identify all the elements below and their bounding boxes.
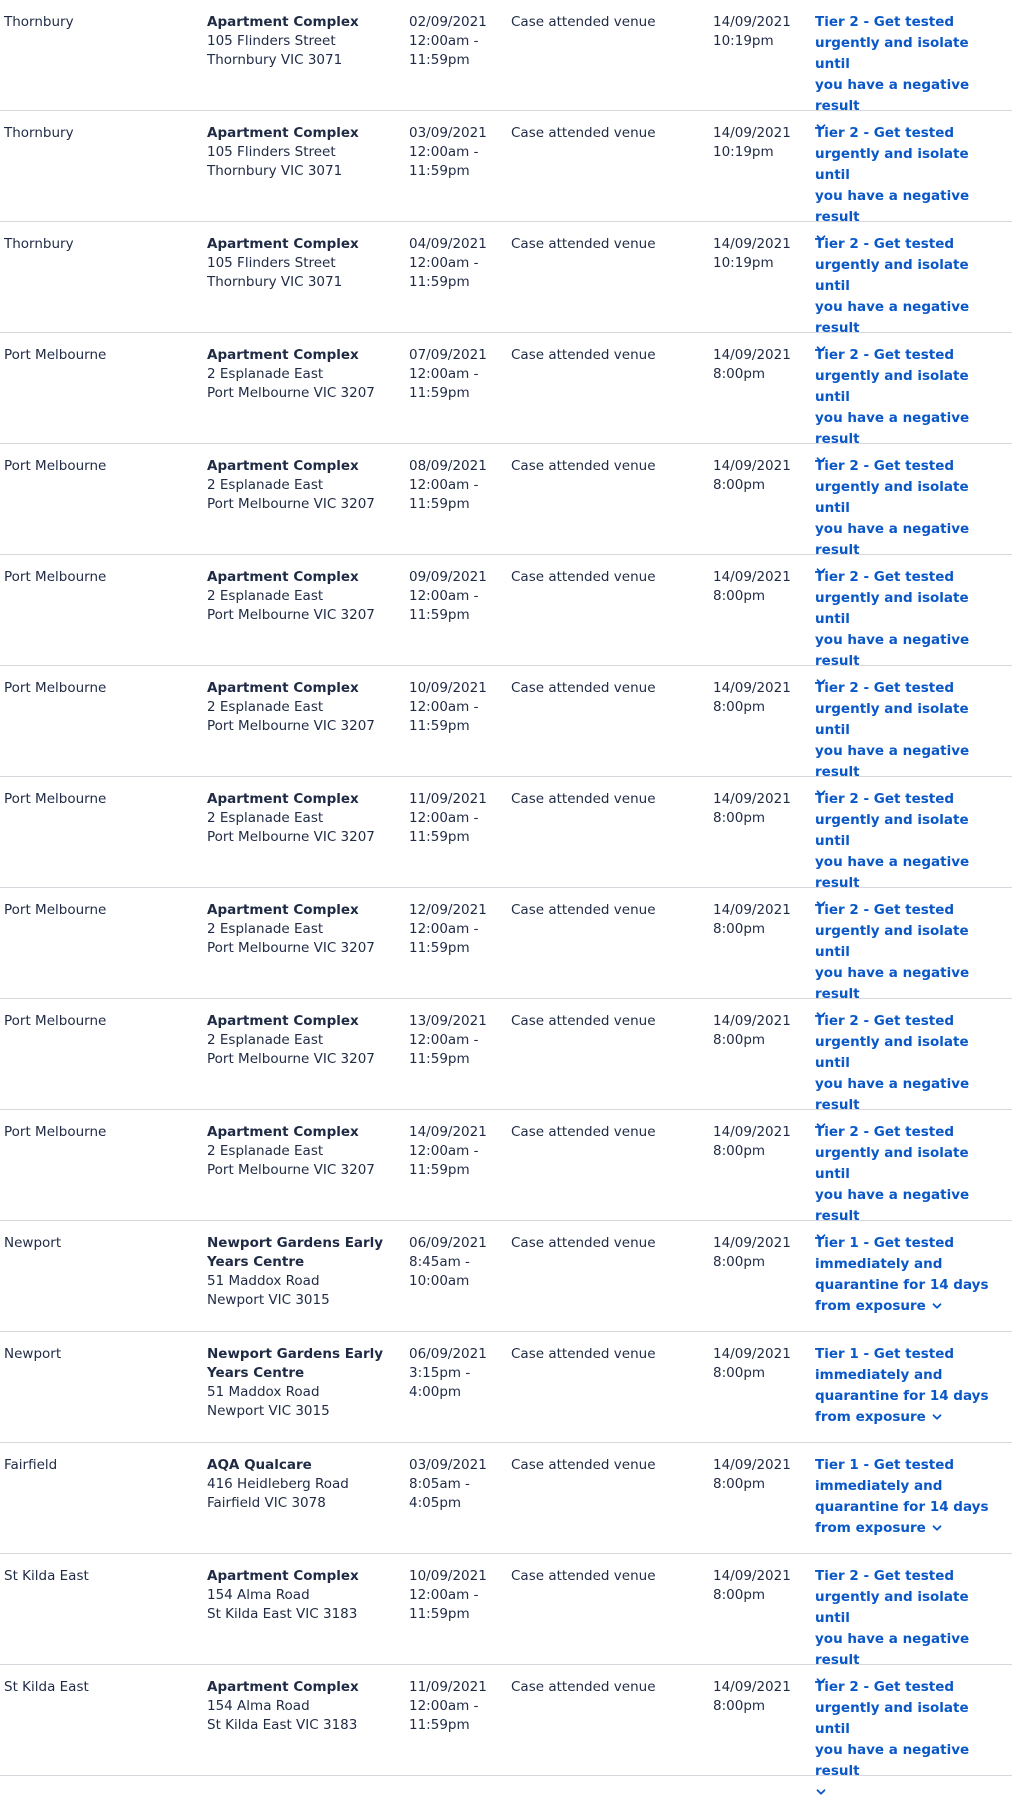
exposure-date: 12/09/2021 [409,902,487,918]
site-address-line: 51 Maddox Road [207,1384,320,1400]
action-line: Tier 2 - Get tested [815,1124,955,1140]
added-time-cell [713,1678,809,1716]
action-line: you have a negative result [815,743,970,780]
site-name: Apartment Complex [207,458,359,474]
action-line: urgently and isolate until [815,368,969,405]
site-cell [207,1345,407,1421]
added-time-cell [713,1456,809,1494]
exposure-date: 11/09/2021 [409,791,487,807]
exposure-time-line: 12:00am - [409,921,479,937]
site-address-line: Port Melbourne VIC 3207 [207,1051,375,1067]
suburb-cell: Fairfield [4,1457,58,1473]
site-cell [207,1567,407,1624]
table-row [0,1110,1012,1224]
exposure-date: 06/09/2021 [409,1346,487,1362]
action-line: Tier 2 - Get tested [815,14,955,30]
site-address-line: 2 Esplanade East [207,477,324,493]
site-cell [207,901,407,958]
action-line: you have a negative result [815,632,970,669]
added-time-cell [713,1234,809,1272]
added-date: 14/09/2021 [713,1568,791,1584]
added-time-cell [713,13,809,51]
added-date: 14/09/2021 [713,1679,791,1695]
action-line: quarantine for 14 days [815,1499,989,1515]
site-cell [207,235,407,292]
action-line: Tier 2 - Get tested [815,125,955,141]
action-line: you have a negative result [815,410,970,447]
site-address-line: 105 Flinders Street [207,33,336,49]
exposure-date: 14/09/2021 [409,1124,487,1140]
site-cell [207,568,407,625]
exposure-date: 10/09/2021 [409,680,487,696]
suburb-cell: Port Melbourne [4,902,107,918]
exposure-date: 06/09/2021 [409,1235,487,1251]
action-line: Tier 2 - Get tested [815,1013,955,1029]
action-line: urgently and isolate until [815,479,969,516]
exposure-date: 07/09/2021 [409,347,487,363]
site-address-line: Port Melbourne VIC 3207 [207,829,375,845]
table-row [0,666,1012,780]
added-time: 10:19pm [713,255,774,271]
table-row [0,444,1012,558]
site-cell [207,457,407,514]
site-name: Apartment Complex [207,791,359,807]
exposure-time-line: 12:00am - [409,477,479,493]
table-row [0,1332,1012,1443]
added-time-cell [713,124,809,162]
exposure-time-line: 11:59pm [409,1717,470,1733]
exposure-time-line: 12:00am - [409,1698,479,1714]
site-address-line: Port Melbourne VIC 3207 [207,607,375,623]
added-time: 10:19pm [713,144,774,160]
action-line: urgently and isolate until [815,35,969,72]
exposure-date: 11/09/2021 [409,1679,487,1695]
site-address-line: 2 Esplanade East [207,366,324,382]
added-date: 14/09/2021 [713,1457,791,1473]
suburb-cell: Port Melbourne [4,791,107,807]
suburb-cell: Thornbury [4,14,74,30]
notes-cell: Case attended venue [511,1457,656,1473]
added-time-cell [713,679,809,717]
notes-cell: Case attended venue [511,1679,656,1695]
added-time: 8:00pm [713,1587,766,1603]
added-date: 14/09/2021 [713,680,791,696]
added-time: 8:00pm [713,1476,766,1492]
site-cell [207,1123,407,1180]
added-time: 8:00pm [713,1143,766,1159]
exposure-time-line: 12:00am - [409,144,479,160]
site-name: Apartment Complex [207,1568,359,1584]
suburb-cell: Port Melbourne [4,458,107,474]
site-cell [207,679,407,736]
added-time: 8:00pm [713,1032,766,1048]
site-cell [207,1234,407,1310]
action-line: Tier 1 - Get tested [815,1235,955,1251]
notes-cell: Case attended venue [511,1013,656,1029]
notes-cell: Case attended venue [511,1346,656,1362]
exposure-period-cell [409,790,507,847]
action-line: you have a negative result [815,854,970,891]
exposure-date: 04/09/2021 [409,236,487,252]
exposure-time-line: 11:59pm [409,1606,470,1622]
table-row [0,1443,1012,1554]
action-line: Tier 1 - Get tested [815,1457,955,1473]
table-row [0,333,1012,447]
action-line: you have a negative result [815,965,970,1002]
site-address-line: 2 Esplanade East [207,588,324,604]
exposure-time-line: 11:59pm [409,1051,470,1067]
action-line: urgently and isolate until [815,1034,969,1071]
action-line: you have a negative result [815,1076,970,1113]
added-time-cell [713,1012,809,1050]
site-address-line: St Kilda East VIC 3183 [207,1606,358,1622]
site-address-line: 154 Alma Road [207,1698,310,1714]
exposure-time-line: 12:00am - [409,699,479,715]
exposure-period-cell [409,124,507,181]
added-time-cell [713,1345,809,1383]
site-cell [207,13,407,70]
exposure-date: 09/09/2021 [409,569,487,585]
added-date: 14/09/2021 [713,1235,791,1251]
exposure-time-line: 11:59pm [409,829,470,845]
exposure-time-line: 11:59pm [409,940,470,956]
exposure-period-cell [409,1567,507,1624]
site-name: Apartment Complex [207,347,359,363]
notes-cell: Case attended venue [511,125,656,141]
exposure-time-line: 11:59pm [409,496,470,512]
table-row [0,1221,1012,1332]
table-row [0,0,1012,114]
table-row [0,888,1012,1002]
exposure-date: 10/09/2021 [409,1568,487,1584]
suburb-cell: St Kilda East [4,1568,89,1584]
site-address-line: 2 Esplanade East [207,1143,324,1159]
exposure-time-line: 12:00am - [409,810,479,826]
site-name: Apartment Complex [207,680,359,696]
site-address-line: Port Melbourne VIC 3207 [207,1162,375,1178]
site-address-line: Port Melbourne VIC 3207 [207,718,375,734]
action-line: urgently and isolate until [815,812,969,849]
exposure-time-line: 12:00am - [409,588,479,604]
added-time-cell [713,1567,809,1605]
exposure-date: 02/09/2021 [409,14,487,30]
site-name: Apartment Complex [207,14,359,30]
site-address-line: Thornbury VIC 3071 [207,163,343,179]
action-line: urgently and isolate until [815,1145,969,1182]
suburb-cell: Port Melbourne [4,569,107,585]
exposure-time-line: 4:00pm [409,1384,462,1400]
action-line: you have a negative result [815,1187,970,1224]
action-line: immediately and [815,1256,943,1272]
notes-cell: Case attended venue [511,14,656,30]
site-cell [207,124,407,181]
notes-cell: Case attended venue [511,902,656,918]
notes-cell: Case attended venue [511,1568,656,1584]
exposure-period-cell [409,13,507,70]
chevron-down-icon [931,1300,943,1312]
action-line: Tier 2 - Get tested [815,1568,955,1584]
site-address-line: 105 Flinders Street [207,144,336,160]
action-line: you have a negative result [815,188,970,225]
action-line: Tier 2 - Get tested [815,347,955,363]
notes-cell: Case attended venue [511,347,656,363]
site-name: Apartment Complex [207,236,359,252]
site-address-line: Newport VIC 3015 [207,1292,330,1308]
site-address-line: Thornbury VIC 3071 [207,52,343,68]
exposure-period-cell [409,679,507,736]
exposure-time-line: 11:59pm [409,718,470,734]
action-line: Tier 2 - Get tested [815,1679,955,1695]
site-name: Apartment Complex [207,902,359,918]
added-time: 8:00pm [713,1365,766,1381]
site-name: Apartment Complex [207,125,359,141]
added-date: 14/09/2021 [713,236,791,252]
site-address-line: Newport VIC 3015 [207,1403,330,1419]
action-line: Tier 2 - Get tested [815,791,955,807]
added-time-cell [713,901,809,939]
exposure-period-cell [409,1012,507,1069]
site-name: Newport Gardens Early Years Centre [207,1346,384,1381]
table-row [0,999,1012,1113]
table-row [0,777,1012,891]
added-time: 8:00pm [713,810,766,826]
exposure-period-cell [409,901,507,958]
added-date: 14/09/2021 [713,902,791,918]
site-name: Apartment Complex [207,1013,359,1029]
action-line: urgently and isolate until [815,590,969,627]
added-time: 8:00pm [713,921,766,937]
exposure-time-line: 11:59pm [409,274,470,290]
exposure-time-line: 12:00am - [409,1032,479,1048]
chevron-down-icon [815,1786,827,1798]
site-name: Apartment Complex [207,1679,359,1695]
table-row [0,111,1012,225]
action-line: Tier 2 - Get tested [815,902,955,918]
action-line: urgently and isolate until [815,701,969,738]
site-cell [207,790,407,847]
exposure-time-line: 12:00am - [409,255,479,271]
added-date: 14/09/2021 [713,458,791,474]
action-line: urgently and isolate until [815,923,969,960]
exposure-period-cell [409,235,507,292]
health-advice-toggle[interactable] [815,1233,1005,1317]
added-date: 14/09/2021 [713,1013,791,1029]
action-line: you have a negative result [815,1742,970,1779]
action-line: you have a negative result [815,299,970,336]
action-line: immediately and [815,1478,943,1494]
health-advice-toggle[interactable] [815,1455,1005,1539]
health-advice-toggle[interactable] [815,1677,1005,1803]
chevron-down-icon [931,1522,943,1534]
action-line: you have a negative result [815,521,970,558]
action-line: urgently and isolate until [815,146,969,183]
suburb-cell: Thornbury [4,125,74,141]
exposure-period-cell [409,1345,507,1402]
added-time-cell [713,790,809,828]
exposure-period-cell [409,1123,507,1180]
exposure-period-cell [409,1234,507,1291]
added-date: 14/09/2021 [713,125,791,141]
suburb-cell: Port Melbourne [4,680,107,696]
exposure-time-line: 11:59pm [409,607,470,623]
suburb-cell: St Kilda East [4,1679,89,1695]
exposure-date: 03/09/2021 [409,125,487,141]
site-name: AQA Qualcare [207,1457,312,1473]
action-line: Tier 2 - Get tested [815,680,955,696]
site-name: Apartment Complex [207,569,359,585]
suburb-cell: Thornbury [4,236,74,252]
added-time-cell [713,1123,809,1161]
added-time: 10:19pm [713,33,774,49]
exposure-time-line: 4:05pm [409,1495,462,1511]
site-cell [207,1678,407,1735]
suburb-cell: Port Melbourne [4,1124,107,1140]
site-address-line: Port Melbourne VIC 3207 [207,496,375,512]
added-time: 8:00pm [713,1254,766,1270]
added-date: 14/09/2021 [713,569,791,585]
action-line: you have a negative result [815,1631,970,1668]
action-line: urgently and isolate until [815,257,969,294]
added-date: 14/09/2021 [713,791,791,807]
added-time-cell [713,568,809,606]
action-line: Tier 2 - Get tested [815,458,955,474]
site-cell [207,1012,407,1069]
notes-cell: Case attended venue [511,680,656,696]
table-row [0,222,1012,336]
action-line: Tier 2 - Get tested [815,236,955,252]
exposure-time-line: 11:59pm [409,163,470,179]
action-line: quarantine for 14 days [815,1277,989,1293]
site-address-line: 416 Heidleberg Road [207,1476,349,1492]
site-address-line: St Kilda East VIC 3183 [207,1717,358,1733]
exposure-time-line: 11:59pm [409,52,470,68]
notes-cell: Case attended venue [511,458,656,474]
exposure-period-cell [409,457,507,514]
added-time-cell [713,457,809,495]
action-line: Tier 1 - Get tested [815,1346,955,1362]
notes-cell: Case attended venue [511,569,656,585]
exposure-time-line: 8:05am - [409,1476,470,1492]
exposure-time-line: 12:00am - [409,366,479,382]
suburb-cell: Port Melbourne [4,1013,107,1029]
exposure-time-line: 12:00am - [409,1143,479,1159]
exposure-period-cell [409,1678,507,1735]
exposure-date: 03/09/2021 [409,1457,487,1473]
site-address-line: Fairfield VIC 3078 [207,1495,326,1511]
action-line: urgently and isolate until [815,1700,969,1737]
notes-cell: Case attended venue [511,1124,656,1140]
exposure-time-line: 3:15pm - [409,1365,471,1381]
added-time: 8:00pm [713,477,766,493]
exposure-date: 13/09/2021 [409,1013,487,1029]
added-date: 14/09/2021 [713,14,791,30]
chevron-down-icon [931,1411,943,1423]
added-time-cell [713,346,809,384]
added-time: 8:00pm [713,366,766,382]
action-line: from exposure [815,1409,926,1425]
added-date: 14/09/2021 [713,347,791,363]
table-row [0,1665,1012,1779]
exposure-time-line: 8:45am - [409,1254,470,1270]
added-time-cell [713,235,809,273]
site-cell [207,346,407,403]
exposure-time-line: 11:59pm [409,385,470,401]
site-address-line: 154 Alma Road [207,1587,310,1603]
action-line: you have a negative result [815,77,970,114]
suburb-cell: Newport [4,1235,62,1251]
site-name: Newport Gardens Early Years Centre [207,1235,384,1270]
site-address-line: 2 Esplanade East [207,1032,324,1048]
site-address-line: 2 Esplanade East [207,699,324,715]
site-name: Apartment Complex [207,1124,359,1140]
notes-cell: Case attended venue [511,236,656,252]
action-line: quarantine for 14 days [815,1388,989,1404]
notes-cell: Case attended venue [511,1235,656,1251]
added-time: 8:00pm [713,588,766,604]
exposure-date: 08/09/2021 [409,458,487,474]
site-address-line: 51 Maddox Road [207,1273,320,1289]
site-address-line: 2 Esplanade East [207,921,324,937]
site-address-line: Port Melbourne VIC 3207 [207,385,375,401]
added-date: 14/09/2021 [713,1124,791,1140]
exposure-period-cell [409,346,507,403]
site-address-line: Port Melbourne VIC 3207 [207,940,375,956]
suburb-cell: Port Melbourne [4,347,107,363]
action-line: immediately and [815,1367,943,1383]
action-line: urgently and isolate until [815,1589,969,1626]
site-address-line: Thornbury VIC 3071 [207,274,343,290]
site-cell [207,1456,407,1513]
action-line: from exposure [815,1520,926,1536]
exposure-period-cell [409,568,507,625]
action-line: Tier 2 - Get tested [815,569,955,585]
exposure-time-line: 10:00am [409,1273,470,1289]
exposure-time-line: 11:59pm [409,1162,470,1178]
exposure-time-line: 12:00am - [409,1587,479,1603]
added-time: 8:00pm [713,1698,766,1714]
added-date: 14/09/2021 [713,1346,791,1362]
health-advice-toggle[interactable] [815,1344,1005,1428]
site-address-line: 2 Esplanade East [207,810,324,826]
site-address-line: 105 Flinders Street [207,255,336,271]
exposure-time-line: 12:00am - [409,33,479,49]
added-time: 8:00pm [713,699,766,715]
notes-cell: Case attended venue [511,791,656,807]
exposure-period-cell [409,1456,507,1513]
table-row [0,1554,1012,1668]
table-row [0,555,1012,669]
suburb-cell: Newport [4,1346,62,1362]
action-line: from exposure [815,1298,926,1314]
